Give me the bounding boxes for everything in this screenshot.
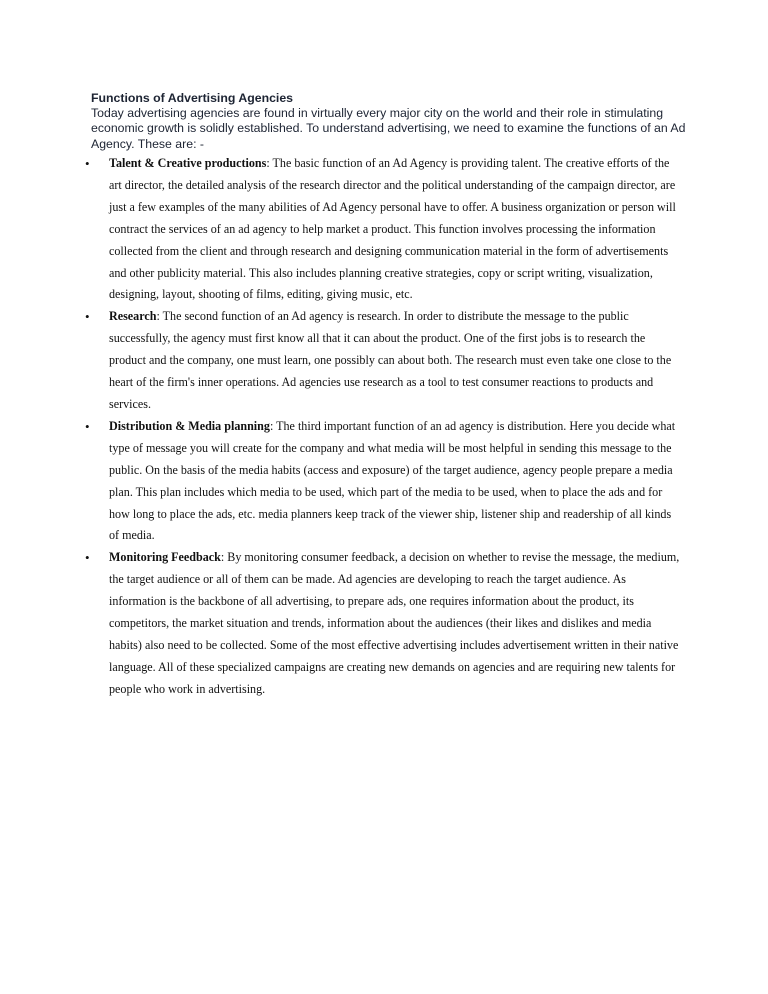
bullet-text: : The basic function of an Ad Agency is providing talent. The creative efforts of the art director, the detailed analysis of the research director and the political understanding of the campaign director, are just a few examples of the many abilities of Ad Agency personal have to offer. A business organization or person will contract the services of an ad agency to help market a product. This function involves processing the information collected from the client and through research and designing communication material in the form of advertisements and other publicity material. This also includes planning creative strategies, copy or script writing, visualization, designing, layout, shooting of films, editing, giving music, etc. (109, 156, 676, 302)
bullet-title: Research (109, 309, 157, 324)
bullet-title: Talent & Creative productions (109, 156, 267, 170)
bullet-icon: • (85, 418, 90, 434)
bullet-title: Monitoring Feedback (109, 550, 221, 565)
bullet-icon: • (85, 309, 90, 325)
functions-list (82, 153, 682, 701)
list-item-talent-creative (82, 153, 682, 306)
list-item-distribution-media (82, 416, 682, 547)
intro-section (91, 91, 691, 152)
bullet-text: : The third important function of an ad agency is distribution. Here you decide what type of message you will create for the company and what media will be most helpful in sending this message to the public. On the basis of the media habits (access and exposure) of the target audience, agency people prepare a media plan. This plan includes which media to be used, which part of the media to be used, when to place the ads and for how long to place the ads, etc. media planners keep track of the viewer ship, listener ship and readership of all kinds of media. (109, 418, 676, 543)
bullet-text: : The second function of an Ad agency is research. In order to distribute the message to the public successfully, the agency must first know all that it can about the product. One of the first jobs is to research the product and the company, one must learn, one possibly can about both. The research must even take one close to the heart of the firm's inner operations. Ad agencies use research as a tool to test consumer reactions to products and services. (109, 309, 672, 411)
page-title: Functions of Advertising Agencies (91, 91, 294, 105)
bullet-text: : By monitoring consumer feedback, a decision on whether to revise the message, the medium, the target audience or all of them can be made. Ad agencies are developing to reach the target audience. As information is the backbone of all advertising, to prepare ads, one requires information about the product, its competitors, the market situation and trends, information about the audiences (their likes and dislikes and media habits) also need to be collected. Some of the most effective advertising includes advertisement written in their native language. All of these specialized campaigns are creating new demands on agencies and are requiring new talents for people who work in advertising. (109, 550, 680, 696)
list-item-research (82, 306, 682, 416)
bullet-icon: • (85, 550, 90, 566)
intro-paragraph: Today advertising agencies are found in virtually every major city on the world and their role in stimulating economic growth is solidly established. To understand advertising, we need to examine the functions of an Ad Agency. These are: - (91, 106, 686, 151)
list-item-monitoring-feedback (82, 547, 682, 700)
bullet-icon: • (85, 156, 90, 171)
bullet-title: Distribution & Media planning (109, 418, 270, 433)
